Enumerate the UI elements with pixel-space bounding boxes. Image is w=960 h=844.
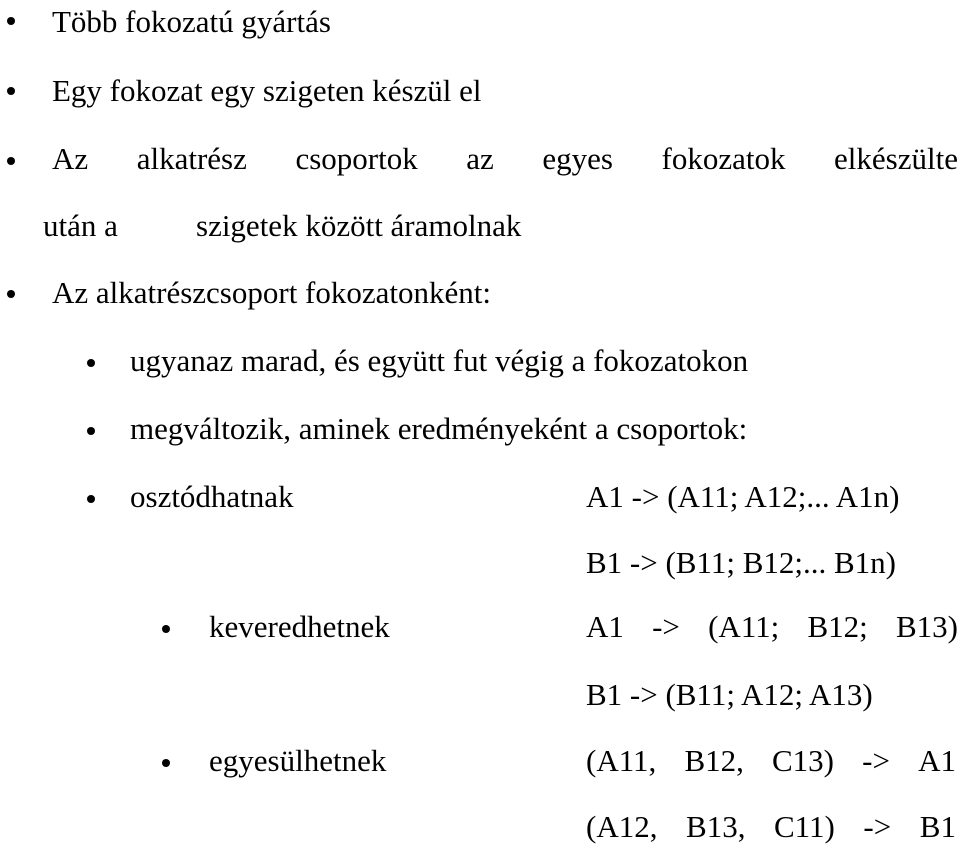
token: C13) — [772, 743, 834, 778]
token: B13) — [896, 609, 958, 644]
word: csoportok — [295, 141, 418, 176]
sub-item-text: osztódhatnak — [130, 479, 294, 514]
token: -> — [652, 609, 680, 644]
token: A1 — [586, 609, 624, 644]
sub-sub-item-text: keveredhetnek — [209, 609, 390, 644]
word: az — [466, 141, 494, 176]
bullet-icon — [7, 17, 15, 25]
token: B1 — [919, 809, 956, 844]
bullet-icon — [87, 359, 95, 367]
token: (A11, — [586, 743, 657, 778]
list-item-continuation: szigetek között áramolnak — [196, 208, 522, 243]
token: -> — [863, 809, 892, 844]
word: alkatrész — [136, 141, 247, 176]
token: B12; — [807, 609, 868, 644]
list-item-text: Egy fokozat egy szigeten készül el — [52, 73, 482, 108]
bullet-icon — [87, 427, 95, 435]
token: B13, — [686, 809, 746, 844]
example-formula: B1 -> (B11; A12; A13) — [586, 677, 873, 712]
token: (A11; — [708, 609, 780, 644]
list-item-text — [52, 143, 958, 174]
sub-item-text: megváltozik, aminek eredményeként a csoportok: — [130, 411, 748, 446]
token: (A12, — [586, 809, 658, 844]
example-formula: B1 -> (B11; B12;... B1n) — [586, 545, 896, 580]
word: egyes — [542, 141, 613, 176]
bullet-icon — [162, 625, 170, 633]
bullet-icon — [7, 157, 15, 165]
bullet-icon — [7, 87, 15, 95]
example-formula — [586, 745, 956, 776]
bullet-icon — [87, 495, 95, 503]
bullet-icon — [162, 759, 170, 767]
bullet-icon — [7, 290, 15, 298]
word: fokozatok — [661, 141, 786, 176]
token: B12, — [684, 743, 744, 778]
word: elkészülte — [834, 141, 958, 176]
example-formula: A1 -> (A11; A12;... A1n) — [586, 479, 900, 514]
list-item-text: Több fokozatú gyártás — [52, 4, 331, 39]
token: C11) — [774, 809, 835, 844]
sub-item-text: ugyanaz marad, és együtt fut végig a fokozatokon — [130, 343, 749, 378]
example-formula — [586, 811, 956, 842]
token: -> — [862, 743, 890, 778]
word: Az — [52, 141, 89, 176]
example-formula — [586, 611, 958, 642]
list-item-text: Az alkatrészcsoport fokozatonként: — [52, 275, 491, 310]
token: A1 — [918, 743, 956, 778]
list-item-continuation: után a — [43, 208, 118, 243]
sub-sub-item-text: egyesülhetnek — [209, 743, 387, 778]
